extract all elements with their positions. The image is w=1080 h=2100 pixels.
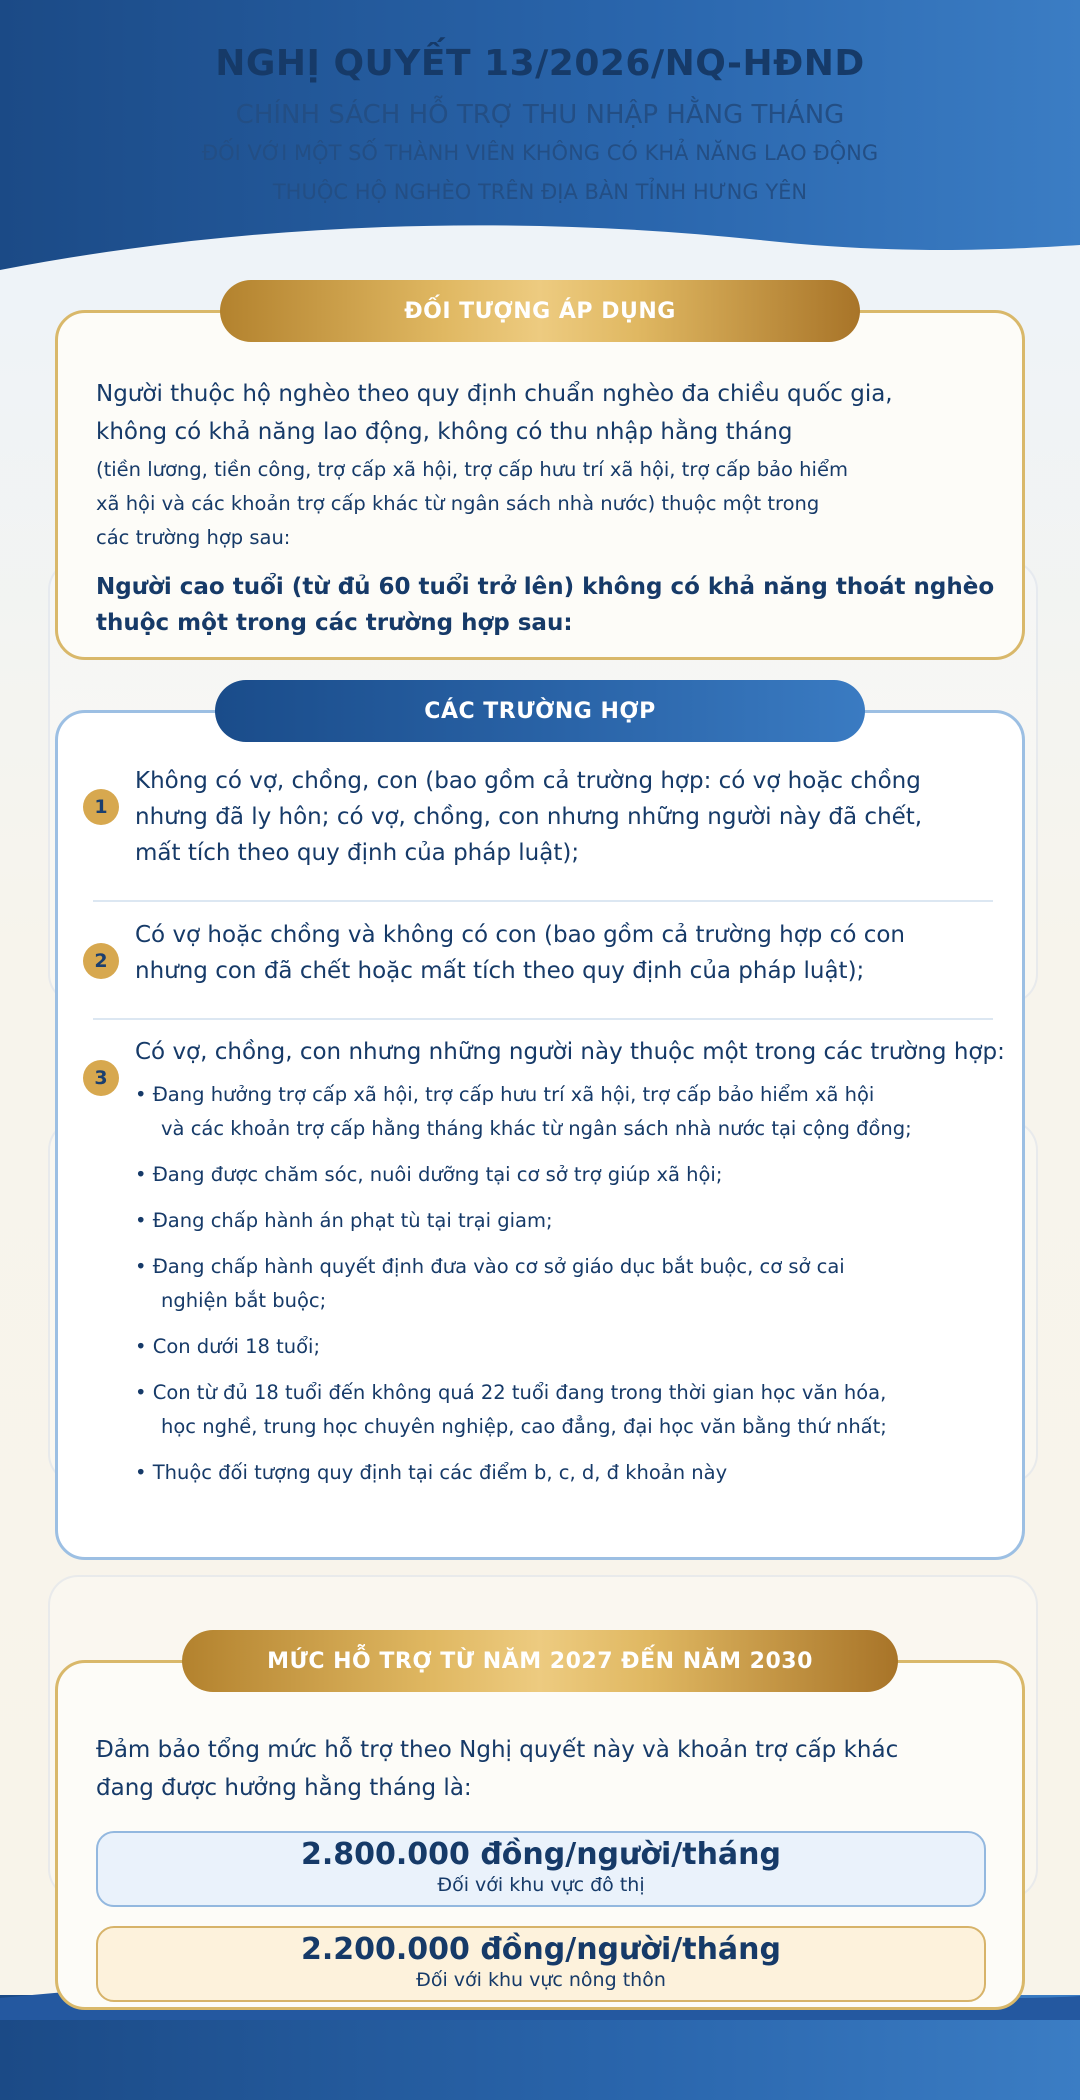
bullet-line: nghiện bắt buộc; bbox=[161, 1289, 327, 1312]
bullet-line: • Con từ đủ 18 tuổi đến không quá 22 tuổi đang trong thời gian học văn hóa, bbox=[135, 1381, 887, 1404]
muc-ho-tro-intro: đang được hưởng hằng tháng là: bbox=[96, 1775, 472, 1801]
header bbox=[0, 40, 1080, 212]
case-1-line: Không có vợ, chồng, con (bao gồm cả trường hợp: có vợ hoặc chồng bbox=[135, 768, 921, 794]
doi-tuong-text: không có khả năng lao động, không có thu nhập hằng tháng bbox=[96, 419, 793, 445]
case-number-badge: 1 bbox=[83, 789, 119, 825]
bullet-item bbox=[135, 1078, 1005, 1146]
case-2-line: Có vợ hoặc chồng và không có con (bao gồm cả trường hợp có con bbox=[135, 922, 906, 948]
case-3-text: Có vợ, chồng, con nhưng những người này thuộc một trong các trường hợp: bbox=[135, 1039, 1005, 1065]
case-1-text bbox=[135, 763, 922, 871]
muc-ho-tro-heading: MỨC HỖ TRỢ TỪ NĂM 2027 ĐẾN NĂM 2030 bbox=[182, 1630, 898, 1692]
divider bbox=[93, 1018, 993, 1020]
page-title: NGHỊ QUYẾT 13/2026/NQ-HĐND bbox=[215, 43, 865, 84]
doi-tuong-bold: Người cao tuổi (từ đủ 60 tuổi trở lên) không có khả năng thoát nghèo bbox=[96, 574, 995, 600]
doi-tuong-note: các trường hợp sau: bbox=[96, 526, 291, 549]
muc-ho-tro-intro: Đảm bảo tổng mức hỗ trợ theo Nghị quyết này và khoản trợ cấp khác bbox=[96, 1737, 899, 1763]
bullet-line: • Thuộc đối tượng quy định tại các điểm b, c, d, đ khoản này bbox=[135, 1461, 728, 1484]
truong-hop-heading: CÁC TRƯỜNG HỢP bbox=[215, 680, 865, 742]
truong-hop-card bbox=[55, 710, 1025, 1560]
urban-amount-box bbox=[96, 1831, 986, 1907]
bullet-line: • Đang hưởng trợ cấp xã hội, trợ cấp hưu trí xã hội, trợ cấp bảo hiểm xã hội bbox=[135, 1083, 875, 1106]
doi-tuong-note: xã hội và các khoản trợ cấp khác từ ngân sách nhà nước) thuộc một trong bbox=[96, 492, 820, 515]
rural-label: Đối với khu vực nông thôn bbox=[416, 1969, 666, 1991]
case-1-line: mất tích theo quy định của pháp luật); bbox=[135, 840, 580, 866]
page-subtitle: CHÍNH SÁCH HỖ TRỢ THU NHẬP HẰNG THÁNG bbox=[235, 100, 845, 130]
doi-tuong-card bbox=[55, 310, 1025, 660]
bullet-item bbox=[135, 1456, 1005, 1490]
bullet-item bbox=[135, 1204, 1005, 1238]
bullet-item bbox=[135, 1330, 1005, 1364]
bullet-line: học nghề, trung học chuyên nghiệp, cao đẳng, đại học văn bằng thứ nhất; bbox=[161, 1415, 887, 1438]
doi-tuong-bold: thuộc một trong các trường hợp sau: bbox=[96, 610, 573, 636]
bullet-item bbox=[135, 1158, 1005, 1192]
rural-amount: 2.200.000 đồng/người/tháng bbox=[300, 1932, 782, 1967]
case-number-badge: 3 bbox=[83, 1060, 119, 1096]
case-1-line: nhưng đã ly hôn; có vợ, chồng, con nhưng những người này đã chết, bbox=[135, 804, 923, 830]
bullet-item bbox=[135, 1376, 1005, 1444]
case-3-bullets bbox=[135, 1078, 1005, 1502]
muc-ho-tro-card bbox=[55, 1660, 1025, 2010]
rural-amount-box bbox=[96, 1926, 986, 2002]
urban-amount: 2.800.000 đồng/người/tháng bbox=[300, 1837, 782, 1872]
doi-tuong-note: (tiền lương, tiền công, trợ cấp xã hội, trợ cấp hưu trí xã hội, trợ cấp bảo hiểm bbox=[96, 458, 848, 481]
bullet-line: và các khoản trợ cấp hằng tháng khác từ ngân sách nhà nước tại cộng đồng; bbox=[161, 1117, 912, 1140]
case-number-badge: 2 bbox=[83, 943, 119, 979]
bullet-line: • Con dưới 18 tuổi; bbox=[135, 1335, 321, 1358]
case-2-text bbox=[135, 917, 905, 989]
bullet-item bbox=[135, 1250, 1005, 1318]
bullet-line: • Đang chấp hành án phạt tù tại trại giam; bbox=[135, 1209, 553, 1232]
page-subtitle-line2: ĐỐI VỚI MỘT SỐ THÀNH VIÊN KHÔNG CÓ KHẢ NĂNG LAO ĐỘNG bbox=[201, 141, 879, 165]
doi-tuong-text: Người thuộc hộ nghèo theo quy định chuẩn nghèo đa chiều quốc gia, bbox=[96, 381, 893, 407]
case-2-line: nhưng con đã chết hoặc mất tích theo quy định của pháp luật); bbox=[135, 958, 865, 984]
bullet-line: • Đang chấp hành quyết định đưa vào cơ sở giáo dục bắt buộc, cơ sở cai bbox=[135, 1255, 845, 1278]
doi-tuong-heading: ĐỐI TƯỢNG ÁP DỤNG bbox=[220, 280, 860, 342]
page-subtitle-line3: THUỘC HỘ NGHÈO TRÊN ĐỊA BÀN TỈNH HƯNG YÊN bbox=[272, 180, 808, 204]
bullet-line: • Đang được chăm sóc, nuôi dưỡng tại cơ sở trợ giúp xã hội; bbox=[135, 1163, 723, 1186]
divider bbox=[93, 900, 993, 902]
urban-label: Đối với khu vực đô thị bbox=[437, 1874, 645, 1896]
